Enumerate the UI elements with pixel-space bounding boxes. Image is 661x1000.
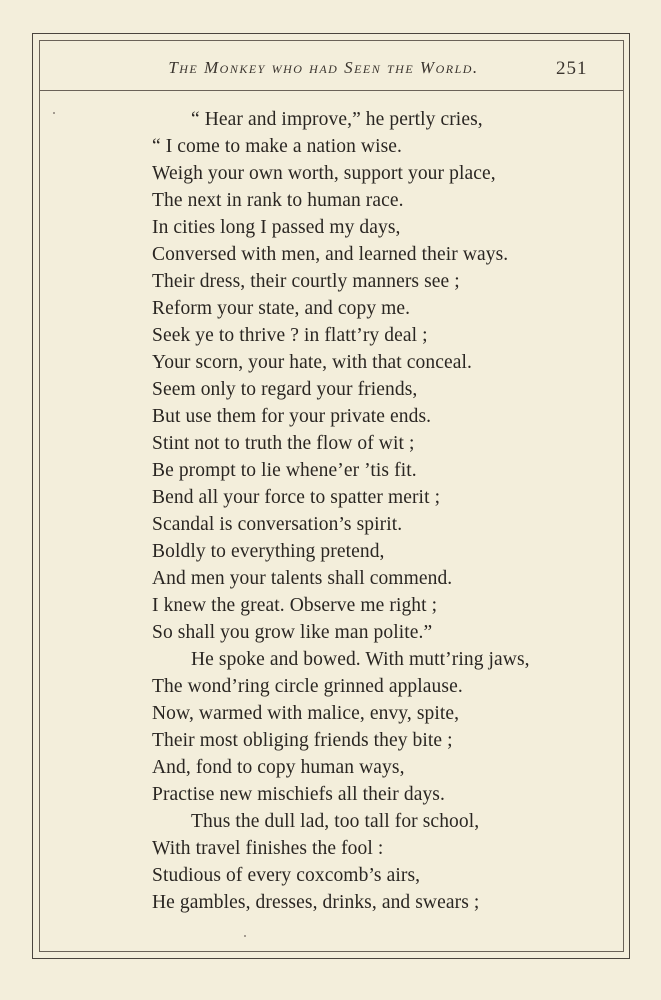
poem-line: Stint not to truth the flow of wit ; [152, 433, 415, 454]
poem-line: He gambles, dresses, drinks, and swears ; [152, 892, 480, 913]
poem-line: The next in rank to human race. [152, 190, 404, 211]
poem-line: So shall you grow like man polite.” [152, 622, 433, 643]
poem-line: Seek ye to thrive ? in flatt’ry deal ; [152, 325, 428, 346]
poem-line: Boldly to everything pretend, [152, 541, 385, 562]
poem-line: Their dress, their courtly manners see ; [152, 271, 460, 292]
running-title: The Monkey who had Seen the World. [168, 58, 479, 77]
poem-line: Practise new mischiefs all their days. [152, 784, 445, 805]
poem-body [152, 106, 592, 916]
poem-line: Conversed with men, and learned their ways. [152, 244, 509, 265]
poem-line: The wond’ring circle grinned applause. [152, 676, 463, 697]
poem-line: Bend all your force to spatter merit ; [152, 487, 441, 508]
poem-line: Thus the dull lad, too tall for school, [191, 811, 480, 832]
poem-line: Your scorn, your hate, with that conceal. [152, 352, 473, 373]
poem-line: Seem only to regard your friends, [152, 379, 418, 400]
page-number: 251 [556, 58, 588, 79]
header-rule [39, 90, 624, 91]
poem-line: I knew the great. Observe me right ; [152, 595, 438, 616]
poem-line: And, fond to copy human ways, [152, 757, 405, 778]
poem-line: And men your talents shall commend. [152, 568, 453, 589]
poem-line: Weigh your own worth, support your place, [152, 163, 496, 184]
poem-line: Reform your state, and copy me. [152, 298, 411, 319]
poem-line: “ I come to make a nation wise. [152, 136, 403, 157]
poem-line: With travel finishes the fool : [152, 838, 384, 859]
poem-line: Scandal is conversation’s spirit. [152, 514, 403, 535]
poem-line: But use them for your private ends. [152, 406, 432, 427]
poem-line: He spoke and bowed. With mutt’ring jaws, [191, 649, 530, 670]
poem-line: Their most obliging friends they bite ; [152, 730, 453, 751]
poem-line: Studious of every coxcomb’s airs, [152, 865, 421, 886]
poem-line: Now, warmed with malice, envy, spite, [152, 703, 460, 724]
poem-line: In cities long I passed my days, [152, 217, 401, 238]
poem-line: Be prompt to lie whene’er ’tis fit. [152, 460, 417, 481]
paper-speck [244, 935, 246, 937]
paper-speck [53, 112, 55, 114]
poem-line: “ Hear and improve,” he pertly cries, [191, 109, 483, 130]
